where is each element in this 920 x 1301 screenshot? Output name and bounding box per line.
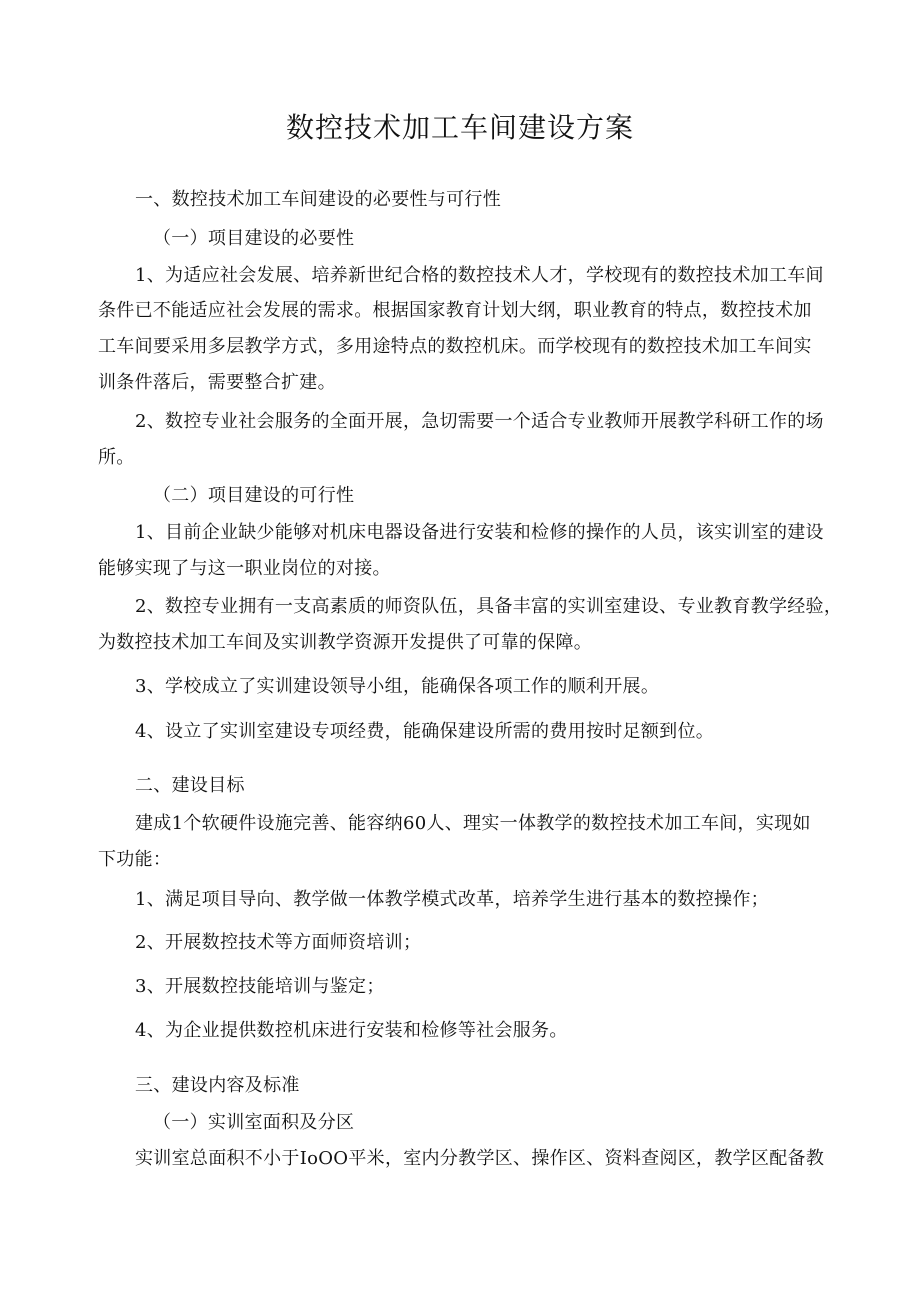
paragraph-line: 所。 (98, 447, 135, 468)
paragraph-line: 1、目前企业缺少能够对机床电器设备进行安装和检修的操作的人员，该实训室的建设 (135, 522, 824, 543)
list-item: 1、满足项目导向、教学做一体教学模式改革，培养学生进行基本的数控操作； (135, 889, 769, 910)
paragraph-line: 4、设立了实训室建设专项经费，能确保建设所需的费用按时足额到位。 (135, 721, 715, 742)
paragraph-line: 3、学校成立了实训建设领导小组，能确保各项工作的顺利开展。 (135, 676, 660, 697)
paragraph-line: 条件已不能适应社会发展的需求。根据国家教育计划大纲，职业教育的特点，数控技术加 (98, 300, 812, 321)
paragraph-line: 实训室总面积不小于IoOO平米，室内分教学区、操作区、资料查阅区，教学区配备教 (135, 1148, 825, 1169)
section-heading-2: 二、建设目标 (135, 775, 245, 796)
paragraph-line: 下功能： (98, 849, 172, 870)
subsection-heading-1-1: （一）项目建设的必要性 (153, 228, 355, 249)
paragraph-line: 为数控技术加工车间及实训教学资源开发提供了可靠的保障。 (98, 632, 593, 653)
paragraph-line: 2、数控专业拥有一支高素质的师资队伍，具备丰富的实训室建设、专业教育教学经验， (135, 596, 843, 617)
list-item: 3、开展数控技能培训与鉴定； (135, 976, 385, 997)
paragraph-line: 训条件落后，需要整合扩建。 (98, 372, 336, 393)
paragraph-line: 能够实现了与这一职业岗位的对接。 (98, 558, 391, 579)
page-title: 数控技术加工车间建设方案 (285, 111, 634, 144)
subsection-heading-1-2: （二）项目建设的可行性 (153, 485, 355, 506)
paragraph-line: 建成1个软硬件设施完善、能容纳60人、理实一体教学的数控技术加工车间，实现如 (135, 813, 811, 834)
paragraph-line: 工车间要采用多层教学方式，多用途特点的数控机床。而学校现有的数控技术加工车间实 (98, 336, 812, 357)
section-heading-1: 一、数控技术加工车间建设的必要性与可行性 (135, 189, 501, 210)
paragraph-line: 1、为适应社会发展、培养新世纪合格的数控技术人才，学校现有的数控技术加工车间 (135, 265, 824, 286)
list-item: 4、为企业提供数控机床进行安装和检修等社会服务。 (135, 1020, 568, 1041)
subsection-heading-3-1: （一）实训室面积及分区 (153, 1112, 355, 1133)
paragraph-line: 2、数控专业社会服务的全面开展，急切需要一个适合专业教师开展教学科研工作的场 (135, 411, 824, 432)
section-heading-3: 三、建设内容及标准 (135, 1075, 300, 1096)
list-item: 2、开展数控技术等方面师资培训； (135, 932, 422, 953)
